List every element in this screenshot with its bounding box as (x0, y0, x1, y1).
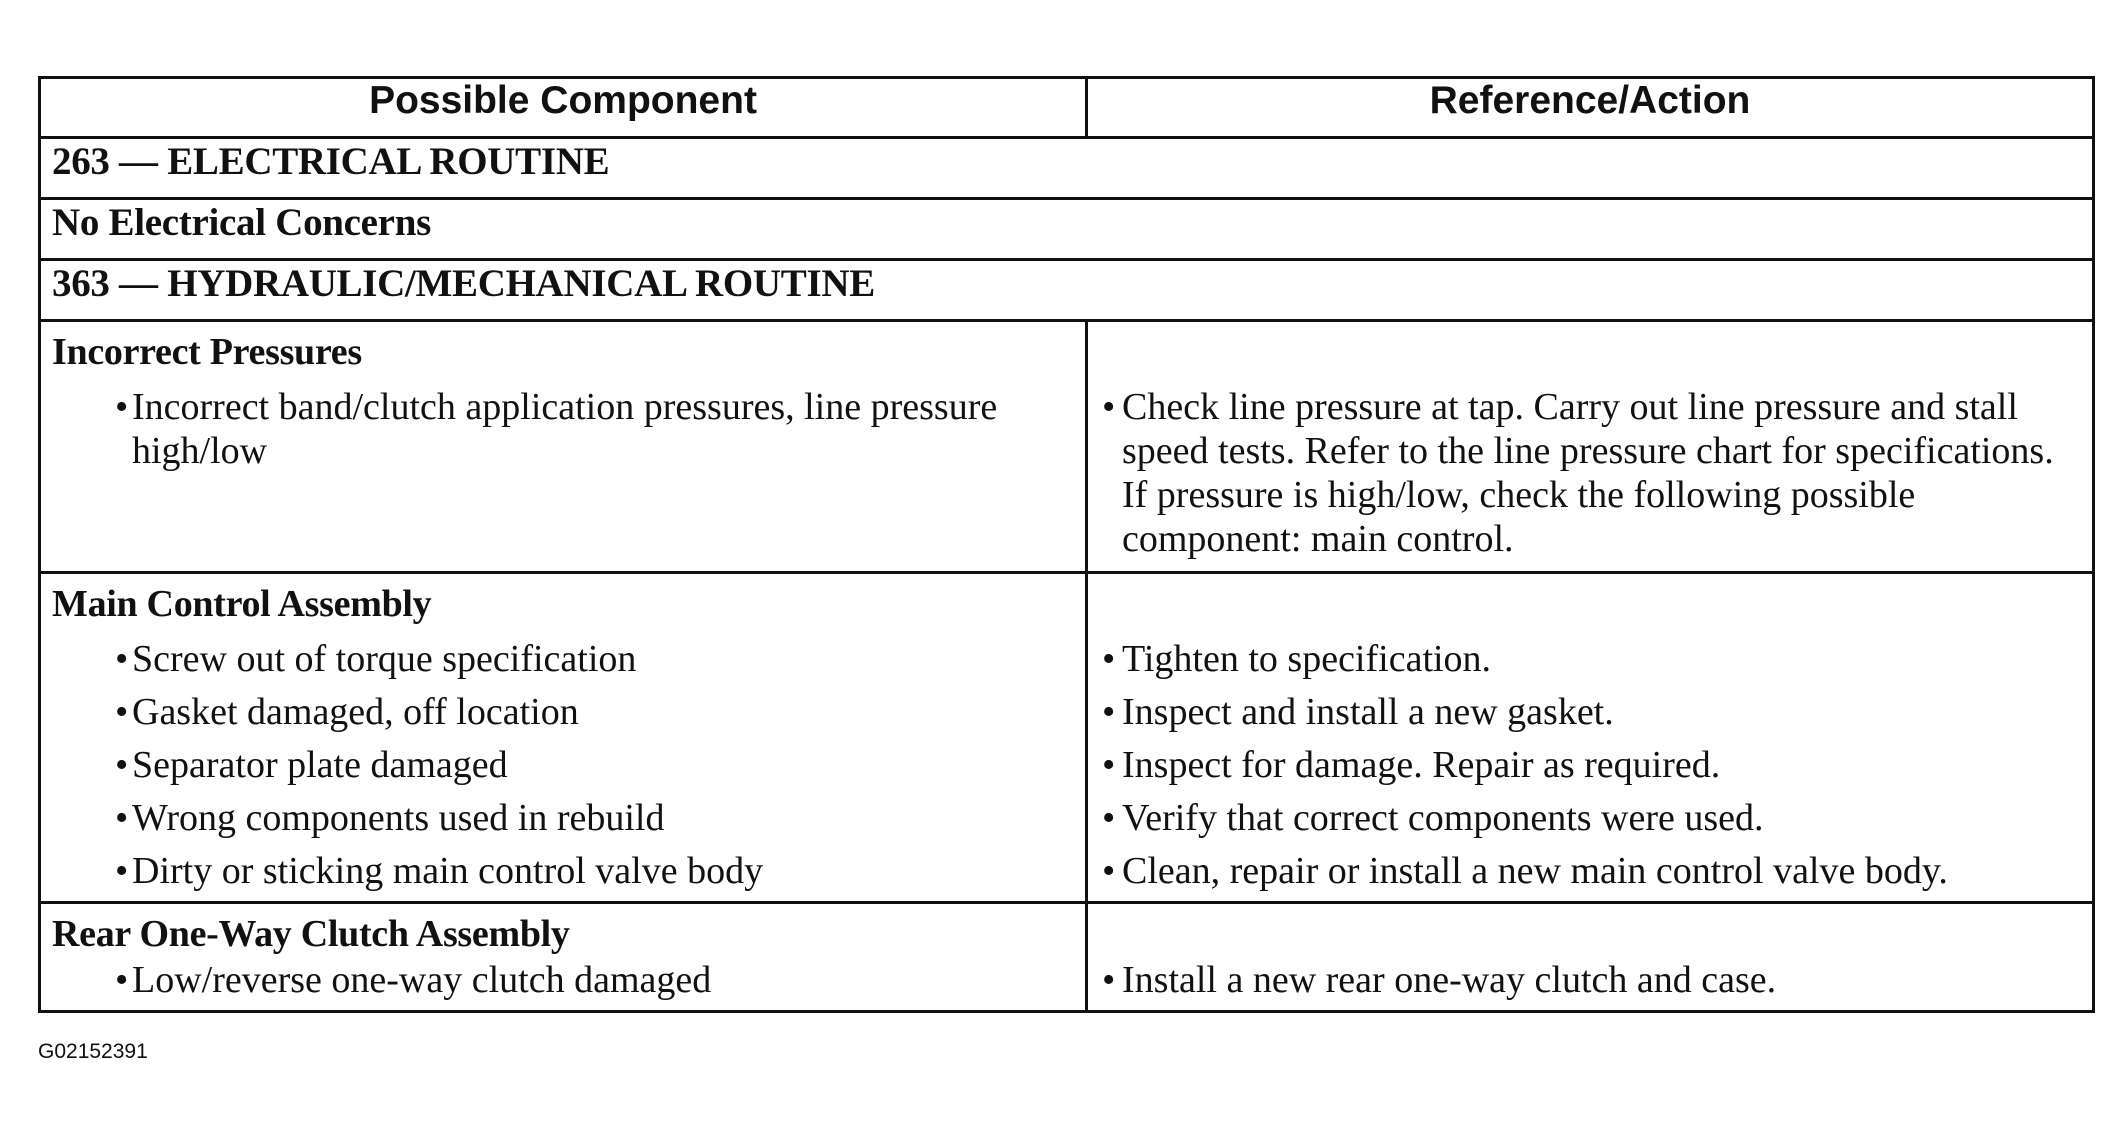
table-row (40, 573, 2094, 903)
action-cell-rear-one-way-clutch (1087, 903, 2094, 1012)
group-title: Main Control Assembly (52, 583, 432, 625)
table-header-row (40, 78, 2094, 138)
component-list (52, 637, 1075, 893)
component-cell-rear-one-way-clutch (40, 903, 1087, 1012)
diagnosis-table-frame (38, 76, 2092, 1013)
action-list (1088, 637, 2082, 893)
action-list (1088, 958, 2082, 1002)
group-title: Rear One-Way Clutch Assembly (52, 913, 570, 955)
section-row (40, 138, 2094, 199)
component-cell-incorrect-pressures (40, 321, 1087, 573)
list-item: • Check line pressure at tap. Carry out line pressure and stall speed tests. Refer to the line pressure chart for specifications. If pressure is high/low, check the following possible component: main control. (1088, 385, 2082, 561)
section-no-electrical-concerns: No Electrical Concerns (40, 199, 2094, 260)
list-item: • Low/reverse one-way clutch damaged (52, 958, 1075, 1002)
action-list (1088, 385, 2082, 561)
table-row (40, 321, 2094, 573)
section-hydraulic-mechanical-routine: 363 — HYDRAULIC/MECHANICAL ROUTINE (40, 260, 2094, 321)
action-cell-main-control (1087, 573, 2094, 903)
list-item: • Separator plate damaged (52, 743, 1075, 787)
list-item: • Dirty or sticking main control valve body (52, 849, 1075, 893)
section-row (40, 260, 2094, 321)
list-item: • Verify that correct components were used. (1088, 796, 2082, 840)
component-list (52, 958, 1075, 1002)
list-item: • Clean, repair or install a new main control valve body. (1088, 849, 2082, 893)
action-cell-incorrect-pressures (1087, 321, 2094, 573)
figure-id: G02152391 (38, 1040, 148, 1063)
diagnosis-table (38, 76, 2095, 1013)
list-item: • Inspect for damage. Repair as required. (1088, 743, 2082, 787)
list-item: • Inspect and install a new gasket. (1088, 690, 2082, 734)
component-cell-main-control (40, 573, 1087, 903)
section-row (40, 199, 2094, 260)
list-item: • Tighten to specification. (1088, 637, 2082, 681)
section-electrical-routine: 263 — ELECTRICAL ROUTINE (40, 138, 2094, 199)
table-row (40, 903, 2094, 1012)
list-item: • Install a new rear one-way clutch and case. (1088, 958, 2082, 1002)
list-item: • Wrong components used in rebuild (52, 796, 1075, 840)
component-list (52, 385, 1075, 473)
column-header-component: Possible Component (40, 78, 1087, 138)
list-item: • Incorrect band/clutch application pressures, line pressure high/low (52, 385, 1075, 473)
group-title: Incorrect Pressures (52, 331, 362, 373)
list-item: • Screw out of torque specification (52, 637, 1075, 681)
column-header-action: Reference/Action (1087, 78, 2094, 138)
list-item: • Gasket damaged, off location (52, 690, 1075, 734)
